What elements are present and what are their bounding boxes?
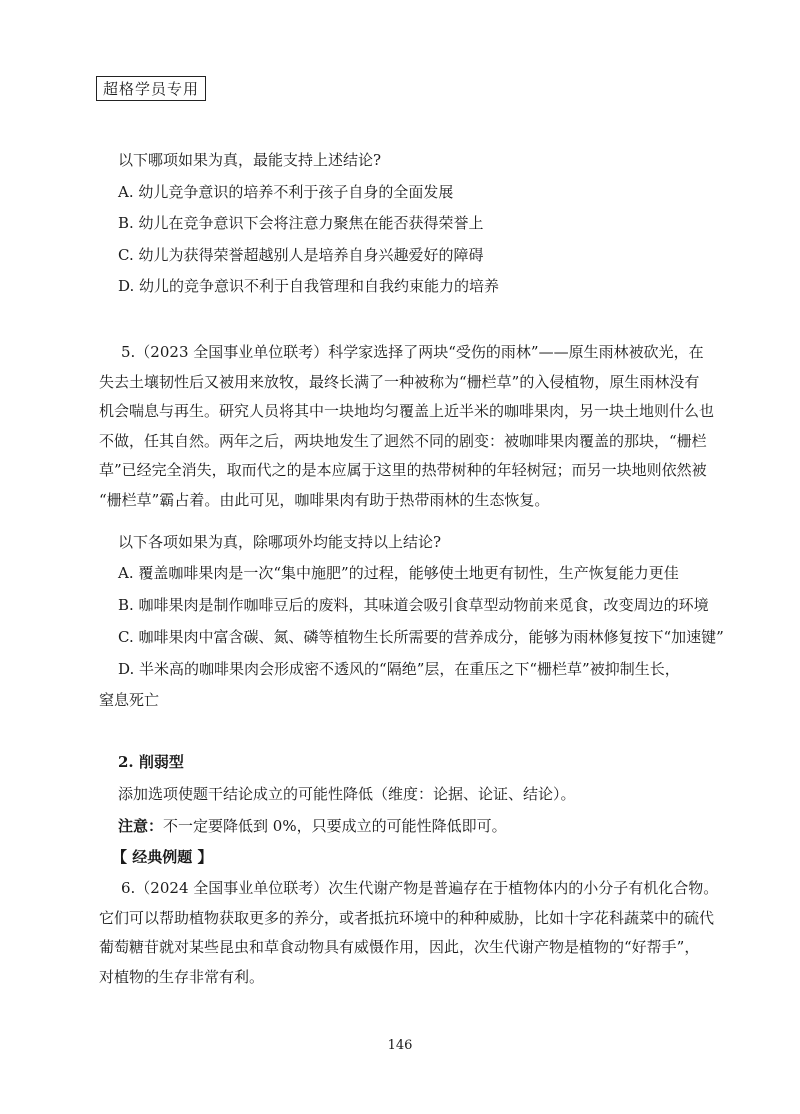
q5-stem-line: 不做，任其自然。两年之后，两块地发生了迥然不同的剧变：被咖啡果肉覆盖的那块，“栅栏 xyxy=(99,431,707,450)
q4-option-c: C. 幼儿为获得荣誉超越别人是培养自身兴趣爱好的障碍 xyxy=(118,246,484,264)
q6-stem xyxy=(99,874,719,992)
section-description: 添加选项使题干结论成立的可能性降低（维度：论据、论证、结论）。 xyxy=(118,785,576,803)
note-text: 不一定要降低到 0%，只要成立的可能性降低即可。 xyxy=(163,817,507,835)
q5-stem-line: 5.（2023 全国事业单位联考）科学家选择了两块“受伤的雨林”——原生雨林被砍光，在 xyxy=(121,343,704,361)
q5-stem-line: 草”已经完全消失，取而代之的是本应属于这里的热带树种的年轻树冠；而另一块地则依然被 xyxy=(99,461,707,479)
note-label: 注意： xyxy=(118,817,164,835)
q5-stem xyxy=(99,338,715,515)
q5-prompt: 以下各项如果为真，除哪项外均能支持以上结论? xyxy=(118,533,442,551)
section-heading: 2. 削弱型 xyxy=(118,753,184,771)
q6-stem-line: 它们可以帮助植物获取更多的养分，或者抵抗环境中的种种威胁，比如十字花科蔬菜中的硫代 xyxy=(99,908,715,927)
q6-stem-line: 葡萄糖苷就对某些昆虫和草食动物具有威慑作用，因此，次生代谢产物是植物的“好帮手”， xyxy=(99,938,700,956)
q5-stem-line: “栅栏草”霸占着。由此可见，咖啡果肉有助于热带雨林的生态恢复。 xyxy=(99,490,550,509)
page-number: 146 xyxy=(387,1038,413,1053)
example-heading: 【 经典例题 】 xyxy=(112,848,213,866)
q5-stem-line: 失去土壤韧性后又被用来放牧，最终长满了一种被称为“栅栏草”的入侵植物，原生雨林没有 xyxy=(99,372,700,391)
q5-option-c: C. 咖啡果肉中富含碳、氮、磷等植物生长所需要的营养成分，能够为雨林修复按下“加速键” xyxy=(118,628,724,646)
q4-option-b: B. 幼儿在竞争意识下会将注意力聚焦在能否获得荣誉上 xyxy=(118,214,484,232)
q5-option-a: A. 覆盖咖啡果肉是一次“集中施肥”的过程，能够使土地更有韧性，生产恢复能力更佳 xyxy=(118,564,679,582)
q4-option-a: A. 幼儿竞争意识的培养不利于孩子自身的全面发展 xyxy=(118,183,454,201)
q5-stem-line: 机会喘息与再生。研究人员将其中一块地均匀覆盖上近半米的咖啡果肉，另一块土地则什么也 xyxy=(99,402,715,420)
q5-option-b: B. 咖啡果肉是制作咖啡豆后的废料，其味道会吸引食草型动物前来觅食，改变周边的环境 xyxy=(118,596,709,614)
note xyxy=(118,816,708,836)
q6-stem-line: 6.（2024 全国事业单位联考）次生代谢产物是普遍存在于植物体内的小分子有机化合物。 xyxy=(121,879,719,897)
q5-option-d: D. 半米高的咖啡果肉会形成密不透风的“隔绝”层，在重压之下“栅栏草”被抑制生长， xyxy=(118,660,680,678)
q4-option-d: D. 幼儿的竞争意识不利于自我管理和自我约束能力的培养 xyxy=(118,277,500,295)
q6-stem-line: 对植物的生存非常有利。 xyxy=(99,967,265,986)
student-only-stamp: 超格学员专用 xyxy=(96,76,206,101)
q4-prompt: 以下哪项如果为真，最能支持上述结论? xyxy=(118,151,382,169)
q5-option-d-continued: 窒息死亡 xyxy=(99,691,160,709)
